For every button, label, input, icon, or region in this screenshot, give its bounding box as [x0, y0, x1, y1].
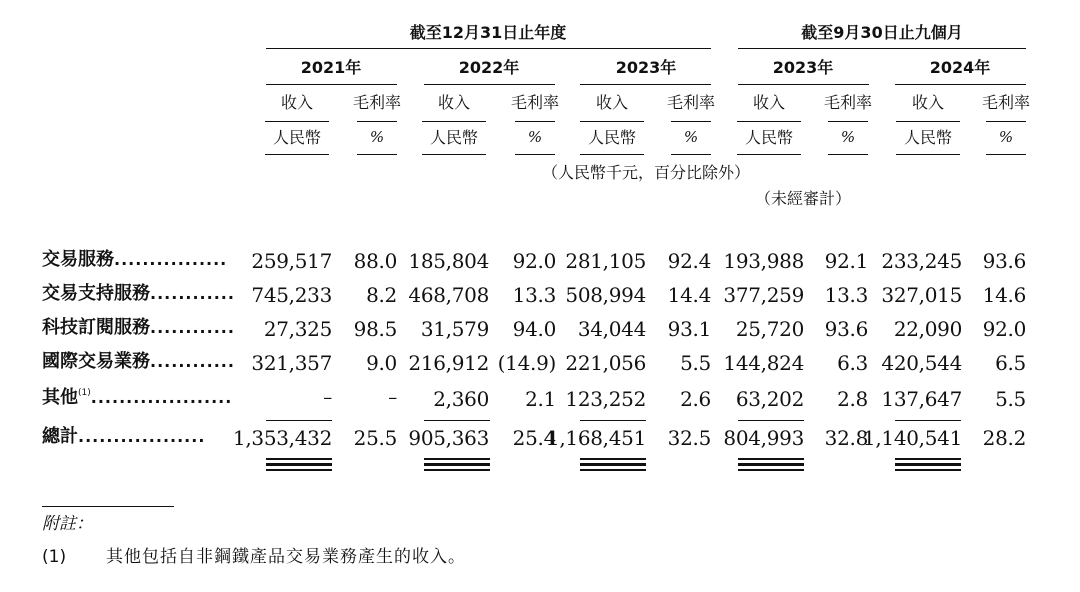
- revenue-value: 508,994: [565, 283, 646, 307]
- row-label: [42, 251, 227, 269]
- currency-rule-3: [737, 154, 801, 155]
- total-double-rule-2-4: [895, 464, 961, 471]
- leader-dots: ............: [150, 352, 235, 371]
- percent-label-3: %: [840, 128, 856, 146]
- revenue-value: 193,988: [723, 249, 804, 273]
- year-header-4: 2024年: [929, 58, 991, 77]
- percent-label-0: %: [369, 128, 385, 146]
- year-header-0: 2021年: [300, 58, 362, 77]
- currency-rule-4: [896, 154, 960, 155]
- revenue-header-4: 收入: [911, 93, 945, 112]
- year-rule-4: [895, 84, 1026, 85]
- percent-rule-2: [671, 154, 711, 155]
- margin-header-2: 毛利率: [666, 93, 716, 112]
- leader-dots: ....................: [90, 388, 233, 407]
- margin-header-rule-3: [828, 121, 868, 122]
- revenue-value: 420,544: [881, 351, 962, 375]
- percent-rule-3: [828, 154, 868, 155]
- subtotal-rule-1: [424, 420, 490, 421]
- revenue-value: 259,517: [251, 249, 332, 273]
- percent-label-1: %: [527, 128, 543, 146]
- revenue-value: 2,360: [433, 387, 489, 411]
- revenue-value: 281,105: [565, 249, 646, 273]
- row-label-text: 國際交易業務: [42, 351, 150, 372]
- currency-label-2: 人民幣: [587, 128, 637, 147]
- percent-rule-1: [515, 154, 555, 155]
- year-rule-0: [266, 84, 397, 85]
- leader-dots: ............: [150, 318, 235, 337]
- row-label-text: 科技訂閱服務: [42, 317, 150, 338]
- footnote-heading: 附註：: [42, 514, 93, 534]
- margin-header-1: 毛利率: [510, 93, 560, 112]
- margin-value: 6.5: [995, 351, 1026, 375]
- percent-rule-4: [986, 154, 1026, 155]
- total-double-rule-2-1: [424, 464, 490, 471]
- total-double-rule-2-3: [738, 464, 804, 471]
- margin-value: 5.5: [680, 351, 711, 375]
- footnote-reference: (1): [78, 388, 91, 398]
- currency-label-4: 人民幣: [903, 128, 953, 147]
- revenue-value: 31,579: [420, 317, 489, 341]
- revenue-value: 321,357: [251, 351, 332, 375]
- revenue-value: 1,140,541: [862, 426, 962, 450]
- revenue-value: 27,325: [263, 317, 332, 341]
- footnote-marker: (1): [42, 547, 67, 567]
- subtotal-rule-3: [738, 420, 804, 421]
- row-label-text: 總計: [42, 426, 78, 447]
- currency-label-3: 人民幣: [744, 128, 794, 147]
- currency-rule-1: [422, 154, 486, 155]
- margin-value: 13.3: [824, 283, 868, 307]
- currency-rule-0: [265, 154, 329, 155]
- margin-header-rule-1: [515, 121, 555, 122]
- margin-value: 2.6: [680, 387, 711, 411]
- margin-value: 8.2: [366, 283, 397, 307]
- revenue-value: 34,044: [577, 317, 646, 341]
- revenue-header-1: 收入: [437, 93, 471, 112]
- subtotal-rule-2: [580, 420, 646, 421]
- revenue-value: 137,647: [881, 387, 962, 411]
- revenue-header-rule-1: [422, 121, 486, 122]
- revenue-header-rule-4: [896, 121, 960, 122]
- margin-header-rule-0: [357, 121, 397, 122]
- revenue-value: 25,720: [735, 317, 804, 341]
- revenue-value: 745,233: [251, 283, 332, 307]
- total-double-rule-2-2: [580, 464, 646, 471]
- margin-value: 94.0: [512, 317, 556, 341]
- margin-value: 13.3: [512, 283, 556, 307]
- leader-dots: ............: [150, 284, 235, 303]
- margin-value: (14.9): [497, 351, 556, 375]
- margin-value: 93.1: [667, 317, 711, 341]
- unit-note: （人民幣千元，百分比除外）: [541, 163, 751, 182]
- margin-value: 6.3: [837, 351, 868, 375]
- revenue-value: 377,259: [723, 283, 804, 307]
- margin-value: 28.2: [982, 426, 1026, 450]
- margin-header-4: 毛利率: [981, 93, 1031, 112]
- currency-rule-2: [580, 154, 644, 155]
- margin-value: 14.4: [667, 283, 711, 307]
- margin-value: 32.5: [667, 426, 711, 450]
- year-rule-2: [580, 84, 711, 85]
- margin-value: 14.6: [982, 283, 1026, 307]
- year-header-2: 2023年: [615, 58, 677, 77]
- revenue-value: 468,708: [408, 283, 489, 307]
- total-double-rule-2-0: [266, 464, 332, 471]
- leader-dots: ................: [114, 250, 228, 269]
- revenue-value: 216,912: [408, 351, 489, 375]
- row-label: [42, 389, 232, 407]
- revenue-header-3: 收入: [752, 93, 786, 112]
- row-label-text: 其他: [42, 387, 78, 408]
- revenue-value: 1,168,451: [546, 426, 646, 450]
- revenue-value: 233,245: [881, 249, 962, 273]
- margin-value: 98.5: [353, 317, 397, 341]
- group-year-rule: [266, 48, 711, 49]
- revenue-value: 123,252: [565, 387, 646, 411]
- revenue-header-rule-2: [580, 121, 644, 122]
- subtotal-rule-0: [266, 420, 332, 421]
- row-label: [42, 319, 235, 337]
- year-rule-3: [738, 84, 869, 85]
- margin-header-0: 毛利率: [352, 93, 402, 112]
- revenue-value: 1,353,432: [232, 426, 332, 450]
- margin-value: 93.6: [824, 317, 868, 341]
- margin-value: 25.4: [512, 426, 556, 450]
- revenue-value: 63,202: [735, 387, 804, 411]
- revenue-value: –: [323, 387, 332, 408]
- margin-value: 2.1: [525, 387, 556, 411]
- margin-value: 92.4: [667, 249, 711, 273]
- margin-value: 2.8: [837, 387, 868, 411]
- revenue-value: 905,363: [408, 426, 489, 450]
- revenue-header-0: 收入: [280, 93, 314, 112]
- unaudited-note: （未經審計）: [754, 189, 852, 208]
- margin-value: 88.0: [353, 249, 397, 273]
- currency-label-1: 人民幣: [429, 128, 479, 147]
- revenue-header-2: 收入: [595, 93, 629, 112]
- margin-header-rule-4: [986, 121, 1026, 122]
- margin-header-3: 毛利率: [823, 93, 873, 112]
- revenue-value: 221,056: [565, 351, 646, 375]
- margin-value: 9.0: [366, 351, 397, 375]
- revenue-value: 327,015: [881, 283, 962, 307]
- margin-header-rule-2: [671, 121, 711, 122]
- footnote-rule: [42, 506, 174, 507]
- footnote-text: 其他包括自非鋼鐵產品交易業務產生的收入。: [106, 547, 466, 567]
- header-group-year: 截至12月31日止年度: [409, 23, 567, 42]
- year-header-3: 2023年: [772, 58, 834, 77]
- year-rule-1: [424, 84, 555, 85]
- margin-value: 32.8: [824, 426, 868, 450]
- margin-value: 5.5: [995, 387, 1026, 411]
- margin-value: 92.0: [982, 317, 1026, 341]
- leader-dots: ..................: [78, 427, 206, 446]
- revenue-value: 144,824: [723, 351, 804, 375]
- subtotal-rule-4: [895, 420, 961, 421]
- row-label: [42, 428, 205, 446]
- percent-label-2: %: [683, 128, 699, 146]
- currency-label-0: 人民幣: [272, 128, 322, 147]
- margin-value: 92.1: [824, 249, 868, 273]
- revenue-value: 22,090: [893, 317, 962, 341]
- year-header-1: 2022年: [458, 58, 520, 77]
- margin-value: 93.6: [982, 249, 1026, 273]
- row-label: [42, 285, 235, 303]
- margin-value: 25.5: [353, 426, 397, 450]
- margin-value: –: [388, 387, 397, 408]
- group-nine-rule: [738, 48, 1026, 49]
- row-label-text: 交易支持服務: [42, 283, 150, 304]
- revenue-value: 185,804: [408, 249, 489, 273]
- margin-value: 92.0: [512, 249, 556, 273]
- header-group-nine-months: 截至9月30日止九個月: [801, 23, 963, 42]
- percent-rule-0: [357, 154, 397, 155]
- revenue-value: 804,993: [723, 426, 804, 450]
- revenue-header-rule-3: [737, 121, 801, 122]
- percent-label-4: %: [998, 128, 1014, 146]
- row-label-text: 交易服務: [42, 249, 114, 270]
- row-label: [42, 353, 235, 371]
- revenue-header-rule-0: [265, 121, 329, 122]
